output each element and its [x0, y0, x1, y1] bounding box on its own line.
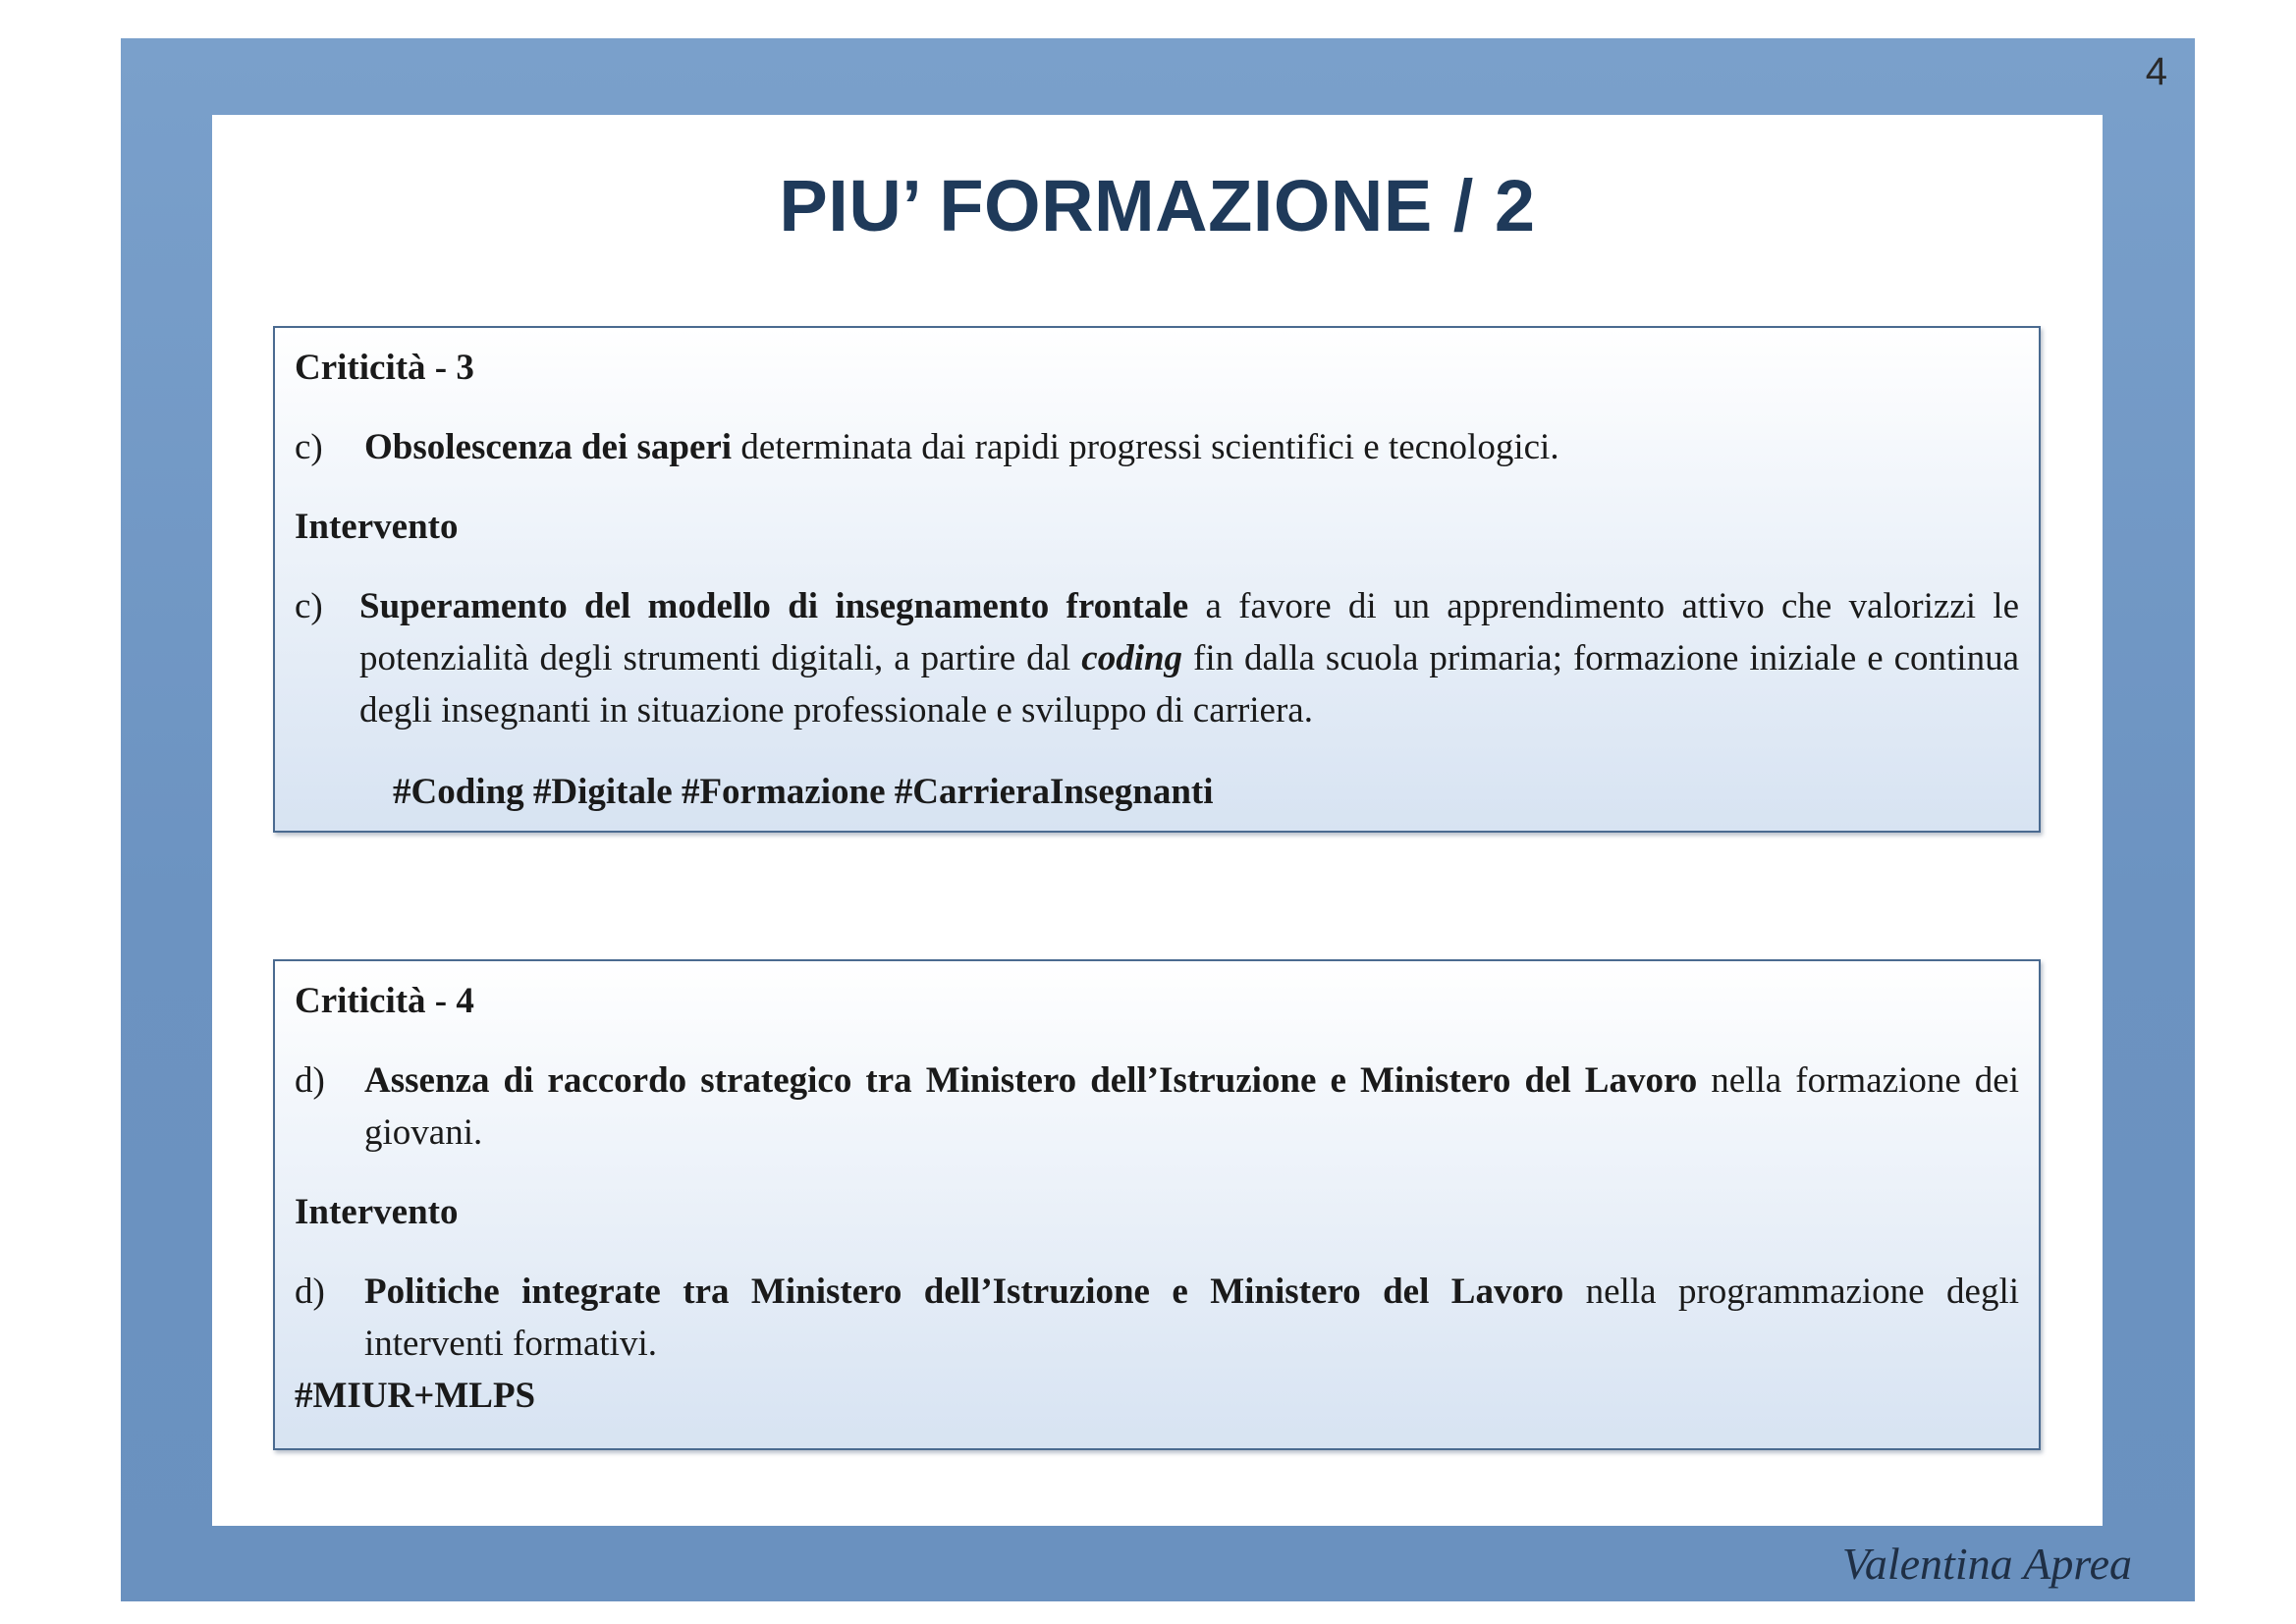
page-number: 4 — [2145, 50, 2167, 93]
item-bold: Politiche integrate tra Ministero dell’Istruzione e Ministero del Lavoro — [364, 1272, 1564, 1312]
item-text — [359, 580, 2019, 736]
hashtags: #MIUR+MLPS — [295, 1376, 536, 1416]
criticita-item — [295, 421, 2019, 473]
slide-content — [212, 115, 2103, 1526]
item-rest: determinata dai rapidi progressi scientifici e tecnologici. — [732, 427, 1559, 467]
slide-frame — [121, 38, 2195, 1601]
item-marker: c) — [295, 586, 323, 626]
intervento-label: Intervento — [295, 507, 459, 547]
item-text — [364, 1055, 2019, 1159]
item-bold: Obsolescenza dei saperi — [364, 427, 733, 467]
item-rest: nella formazione dei giovani. — [364, 1060, 2020, 1153]
item-text — [364, 1266, 2019, 1370]
item-rest: nella programmazione degli interventi formativi. — [364, 1272, 2019, 1364]
item-marker: d) — [295, 1272, 325, 1312]
intervento-label: Intervento — [295, 1192, 459, 1232]
item-marker: d) — [295, 1060, 325, 1101]
author-signature: Valentina Aprea — [1841, 1539, 2132, 1589]
coding-emphasis: coding — [1081, 638, 1183, 678]
slide-title: PIU’ FORMAZIONE / 2 — [779, 165, 1536, 246]
item-rest: a favore di un apprendimento attivo che valorizzi le potenzialità degli strumenti digitali, a partire dal — [359, 586, 2019, 678]
criticita-label: Criticità - 3 — [295, 348, 474, 388]
item-text — [364, 421, 2019, 473]
item-marker: c) — [295, 427, 323, 467]
hashtags: #Coding #Digitale #Formazione #CarrieraInsegnanti — [393, 772, 1214, 812]
criticita-3-box — [273, 326, 2041, 833]
criticita-4-box — [273, 959, 2041, 1450]
criticita-label: Criticità - 4 — [295, 981, 474, 1021]
intervento-item — [295, 1266, 2019, 1370]
item-bold: Superamento del modello di insegnamento frontale — [359, 586, 1189, 626]
criticita-item — [295, 1055, 2019, 1159]
item-rest-2: fin dalla scuola primaria; formazione iniziale e continua degli insegnanti in situazione professionale e sviluppo di carriera. — [359, 638, 2019, 731]
item-bold: Assenza di raccordo strategico tra Ministero dell’Istruzione e Ministero del Lavoro — [364, 1060, 1698, 1101]
intervento-item — [295, 580, 2019, 736]
